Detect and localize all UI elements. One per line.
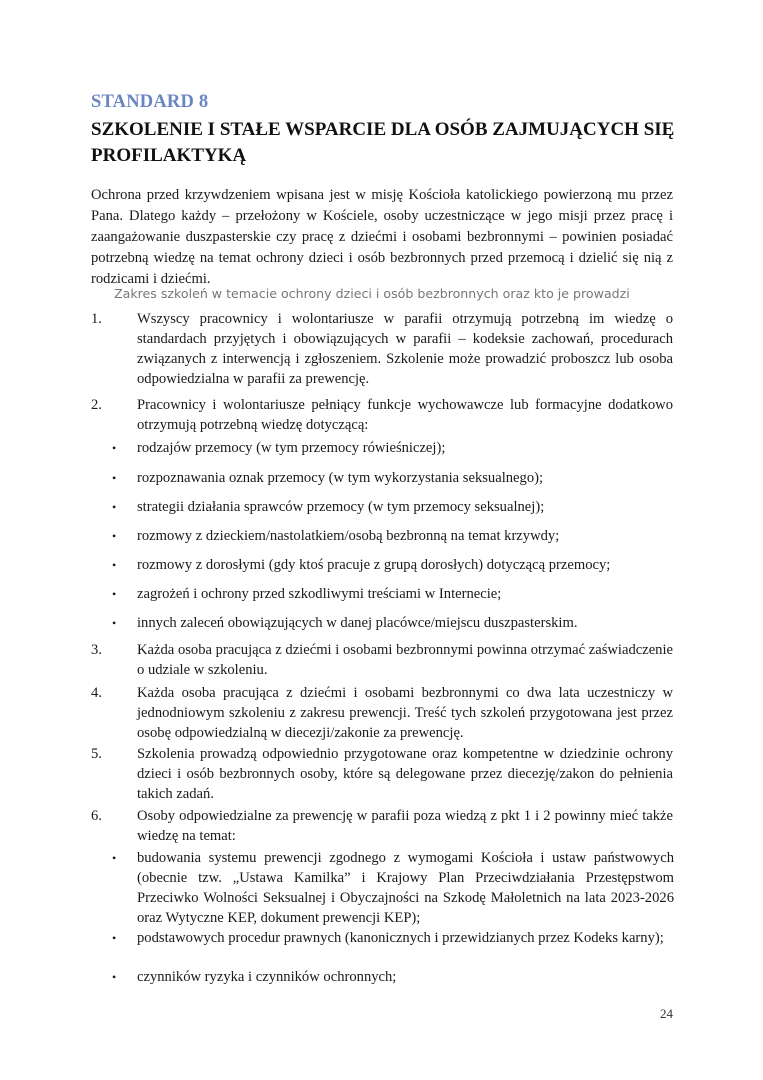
bullet-icon: • bbox=[112, 471, 117, 485]
numbered-item-3 bbox=[91, 640, 673, 680]
bullet-icon: • bbox=[112, 587, 117, 601]
list-item-text: budowania systemu prewencji zgodnego z wymogami Kościoła i ustaw państwowych (obecnie tzw. „Ustawa Kamilka” i Krajowy Plan Przeciwdziałania Przestępstwom Przeciwko Wolności Seksualnej i Obyczajności na Szkodę Małoletnich na lata 2023-2026 oraz Wytyczne KEP, dokument prewencji KEP); bbox=[137, 850, 674, 926]
numbered-item-4 bbox=[91, 683, 673, 743]
list-item bbox=[112, 584, 674, 604]
item-number: 3. bbox=[91, 642, 102, 658]
list-item bbox=[112, 468, 674, 488]
item-text: Osoby odpowiedzialne za prewencję w parafii poza wiedzą z pkt 1 i 2 powinny mieć także wiedzę na temat: bbox=[137, 808, 673, 844]
numbered-item-2 bbox=[91, 395, 673, 435]
numbered-item-6 bbox=[91, 806, 673, 846]
bullet-icon: • bbox=[112, 558, 117, 572]
list-item-text: rozmowy z dorosłymi (gdy ktoś pracuje z grupą dorosłych) dotyczącą przemocy; bbox=[137, 557, 611, 573]
item-number: 5. bbox=[91, 746, 102, 762]
bullet-icon: • bbox=[112, 931, 117, 945]
list-item bbox=[112, 613, 674, 633]
bullet-icon: • bbox=[112, 616, 117, 630]
list-item-text: podstawowych procedur prawnych (kanonicznych i przewidzianych przez Kodeks karny); bbox=[137, 930, 664, 946]
numbered-item-5 bbox=[91, 744, 673, 804]
bullet-icon: • bbox=[112, 970, 117, 984]
item-text: Każda osoba pracująca z dziećmi i osobami bezbronnymi powinna otrzymać zaświadczenie o udziale w szkoleniu. bbox=[137, 642, 673, 678]
list-item bbox=[112, 497, 674, 517]
page-title: SZKOLENIE I STAŁE WSPARCIE DLA OSÓB ZAJMUJĄCYCH SIĘ PROFILAKTYKĄ bbox=[91, 119, 675, 166]
item-text: Pracownicy i wolontariusze pełniący funkcje wychowawcze lub formacyjne dodatkowo otrzymują potrzebną wiedzę dotyczącą: bbox=[137, 397, 673, 433]
list-item-text: rozmowy z dzieckiem/nastolatkiem/osobą bezbronną na temat krzywdy; bbox=[137, 528, 560, 544]
bullet-icon: • bbox=[112, 500, 117, 514]
list-item-text: rozpoznawania oznak przemocy (w tym wykorzystania seksualnego); bbox=[137, 470, 544, 486]
list-item bbox=[112, 848, 674, 928]
item-number: 2. bbox=[91, 397, 102, 413]
list-item-text: zagrożeń i ochrony przed szkodliwymi treściami w Internecie; bbox=[137, 586, 502, 602]
list-item bbox=[112, 438, 674, 458]
item-text: Każda osoba pracująca z dziećmi i osobami bezbronnymi co dwa lata uczestniczy w jednodniowym szkoleniu z zakresu prewencji. Treść tych szkoleń przygotowana jest przez osobę odpowiedzialną w diecezji/zakonie za prewencję. bbox=[137, 685, 673, 741]
numbered-item-1 bbox=[91, 309, 673, 389]
list-item bbox=[112, 928, 674, 948]
item-number: 1. bbox=[91, 311, 102, 327]
list-item-text: innych zaleceń obowiązujących w danej placówce/miejscu duszpasterskim. bbox=[137, 615, 578, 631]
list-item bbox=[112, 555, 674, 575]
list-item-text: czynników ryzyka i czynników ochronnych; bbox=[137, 969, 397, 985]
list-item bbox=[112, 967, 674, 987]
bullet-icon: • bbox=[112, 851, 117, 865]
item-number: 4. bbox=[91, 685, 102, 701]
item-text: Szkolenia prowadzą odpowiednio przygotowane oraz kompetentne w dziedzinie ochrony dzieci i osób bezbronnych osoby, które są delegowane przez diecezję/zakon do pełnienia takich zadań. bbox=[137, 746, 673, 802]
list-item-text: rodzajów przemocy (w tym przemocy rówieśniczej); bbox=[137, 440, 446, 456]
item-number: 6. bbox=[91, 808, 102, 824]
item-text: Wszyscy pracownicy i wolontariusze w parafii otrzymują potrzebną im wiedzę o standardach przyjętych i obowiązujących w parafii – kodeksie zachowań, procedurach związanych z interwencją i zgłoszeniem. Szkolenie może prowadzić proboszcz lub osoba odpowiedzialna w parafii za prewencję. bbox=[137, 311, 673, 387]
section-subheading: Zakres szkoleń w temacie ochrony dzieci i osób bezbronnych oraz kto je prowadzi bbox=[114, 286, 630, 301]
intro-paragraph: Ochrona przed krzywdzeniem wpisana jest w misję Kościoła katolickiego powierzoną mu przez Pana. Dlatego każdy – przełożony w Kościele, osoby uczestniczące w jego misji przez pracę i zaangażowanie duszpasterskie czy pracę z dziećmi i osobami bezbronnymi – powinien posiadać potrzebną wiedzę na temat ochrony dzieci i osób bezbronnych przed przemocą i dzielić się nią z rodzicami i dziećmi. bbox=[91, 187, 673, 287]
standard-label: STANDARD 8 bbox=[91, 92, 209, 112]
list-item bbox=[112, 526, 674, 546]
list-item-text: strategii działania sprawców przemocy (w tym przemocy seksualnej); bbox=[137, 499, 545, 515]
page-number: 24 bbox=[660, 1006, 673, 1021]
bullet-icon: • bbox=[112, 441, 117, 455]
bullet-icon: • bbox=[112, 529, 117, 543]
